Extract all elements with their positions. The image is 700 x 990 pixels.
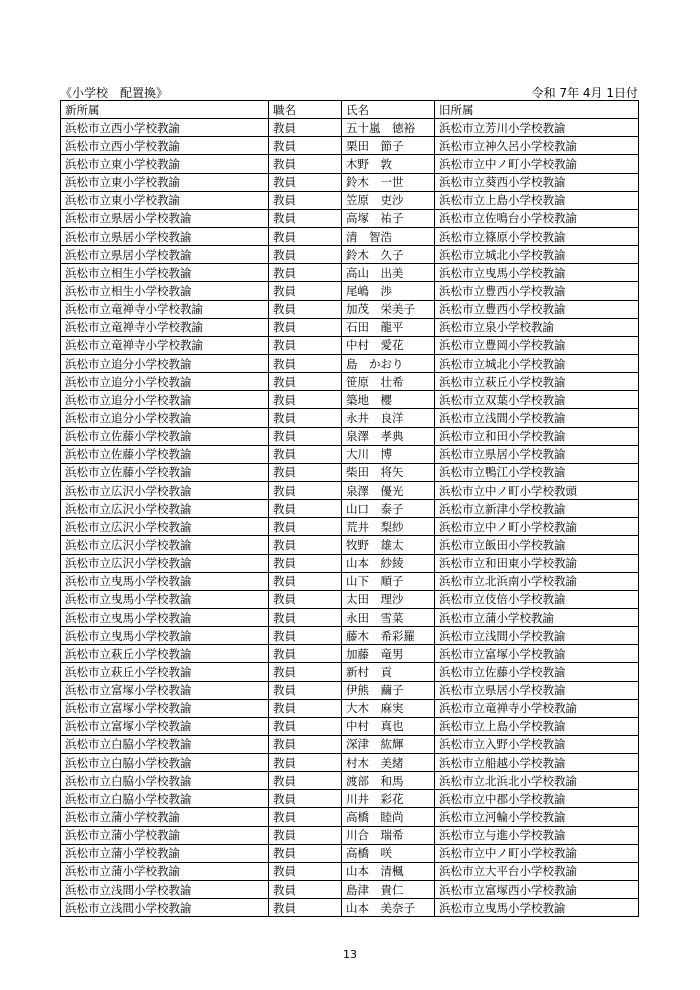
previous-affiliation-cell: 浜松市立上島小学校教諭 — [435, 191, 639, 209]
new-affiliation-cell: 浜松市立相生小学校教諭 — [61, 264, 269, 282]
previous-affiliation-cell: 浜松市立県居小学校教諭 — [435, 681, 639, 699]
table-row — [61, 590, 639, 608]
job-title-cell: 教員 — [269, 137, 342, 155]
table-row — [61, 119, 639, 137]
table-row — [61, 772, 639, 790]
previous-affiliation-cell: 浜松市立新津小学校教諭 — [435, 500, 639, 518]
previous-affiliation-cell: 浜松市立泉小学校教諭 — [435, 318, 639, 336]
table-row — [61, 645, 639, 663]
table-row — [61, 627, 639, 645]
job-title-cell: 教員 — [269, 391, 342, 409]
previous-affiliation-cell: 浜松市立葵西小学校教諭 — [435, 173, 639, 191]
job-title-cell: 教員 — [269, 735, 342, 753]
new-affiliation-cell: 浜松市立追分小学校教諭 — [61, 409, 269, 427]
job-title-cell: 教員 — [269, 681, 342, 699]
job-title-cell: 教員 — [269, 717, 342, 735]
name-cell: 笹原 壮希 — [342, 373, 435, 391]
job-title-cell: 教員 — [269, 246, 342, 264]
name-cell: 石田 龍平 — [342, 318, 435, 336]
job-title-cell: 教員 — [269, 300, 342, 318]
previous-affiliation-cell: 浜松市立飯田小学校教諭 — [435, 536, 639, 554]
name-cell: 高山 出美 — [342, 264, 435, 282]
job-title-cell: 教員 — [269, 264, 342, 282]
job-title-cell: 教員 — [269, 409, 342, 427]
table-row — [61, 282, 639, 300]
table-row — [61, 826, 639, 844]
job-title-cell: 教員 — [269, 536, 342, 554]
table-row — [61, 373, 639, 391]
table-row — [61, 463, 639, 481]
table-row — [61, 336, 639, 354]
name-cell: 島津 貴仁 — [342, 881, 435, 899]
name-cell: 太田 理沙 — [342, 590, 435, 608]
previous-affiliation-cell: 浜松市立与進小学校教諭 — [435, 826, 639, 844]
previous-affiliation-cell: 浜松市立曳馬小学校教諭 — [435, 899, 639, 917]
name-cell: 高塚 祐子 — [342, 209, 435, 227]
new-affiliation-cell: 浜松市立県居小学校教諭 — [61, 227, 269, 245]
new-affiliation-cell: 浜松市立曳馬小学校教諭 — [61, 627, 269, 645]
table-row — [61, 717, 639, 735]
table-body — [61, 119, 639, 917]
previous-affiliation-cell: 浜松市立中ノ町小学校教頭 — [435, 481, 639, 499]
previous-affiliation-cell: 浜松市立鴨江小学校教諭 — [435, 463, 639, 481]
new-affiliation-cell: 浜松市立相生小学校教諭 — [61, 282, 269, 300]
name-cell: 栗田 節子 — [342, 137, 435, 155]
table-row — [61, 445, 639, 463]
table-row — [61, 899, 639, 917]
previous-affiliation-cell: 浜松市立豊西小学校教諭 — [435, 282, 639, 300]
table-row — [61, 481, 639, 499]
new-affiliation-cell: 浜松市立曳馬小学校教諭 — [61, 572, 269, 590]
previous-affiliation-cell: 浜松市立中ノ町小学校教諭 — [435, 155, 639, 173]
previous-affiliation-cell: 浜松市立神久呂小学校教諭 — [435, 137, 639, 155]
job-title-cell: 教員 — [269, 881, 342, 899]
previous-affiliation-cell: 浜松市立曳馬小学校教諭 — [435, 264, 639, 282]
job-title-cell: 教員 — [269, 209, 342, 227]
name-cell: 永井 良洋 — [342, 409, 435, 427]
job-title-cell: 教員 — [269, 608, 342, 626]
name-cell: 川合 瑞希 — [342, 826, 435, 844]
new-affiliation-cell: 浜松市立西小学校教諭 — [61, 137, 269, 155]
job-title-cell: 教員 — [269, 772, 342, 790]
previous-affiliation-cell: 浜松市立篠原小学校教諭 — [435, 227, 639, 245]
previous-affiliation-cell: 浜松市立芳川小学校教諭 — [435, 119, 639, 137]
name-cell: 泉澤 優光 — [342, 481, 435, 499]
previous-affiliation-cell: 浜松市立佐鳴台小学校教諭 — [435, 209, 639, 227]
job-title-cell: 教員 — [269, 373, 342, 391]
new-affiliation-cell: 浜松市立県居小学校教諭 — [61, 209, 269, 227]
previous-affiliation-cell: 浜松市立豊岡小学校教諭 — [435, 336, 639, 354]
previous-affiliation-cell: 浜松市立佐藤小学校教諭 — [435, 663, 639, 681]
previous-affiliation-cell: 浜松市立城北小学校教諭 — [435, 246, 639, 264]
name-cell: 加茂 栄美子 — [342, 300, 435, 318]
previous-affiliation-cell: 浜松市立北浜南小学校教諭 — [435, 572, 639, 590]
job-title-cell: 教員 — [269, 173, 342, 191]
new-affiliation-cell: 浜松市立東小学校教諭 — [61, 191, 269, 209]
table-row — [61, 500, 639, 518]
job-title-cell: 教員 — [269, 826, 342, 844]
column-header-job-title: 職名 — [269, 101, 342, 119]
table-row — [61, 681, 639, 699]
previous-affiliation-cell: 浜松市立富塚西小学校教諭 — [435, 881, 639, 899]
new-affiliation-cell: 浜松市立白脇小学校教諭 — [61, 754, 269, 772]
previous-affiliation-cell: 浜松市立大平台小学校教諭 — [435, 862, 639, 880]
name-cell: 川井 彩花 — [342, 790, 435, 808]
name-cell: 藤木 希彩羅 — [342, 627, 435, 645]
job-title-cell: 教員 — [269, 899, 342, 917]
job-title-cell: 教員 — [269, 336, 342, 354]
table-row — [61, 844, 639, 862]
job-title-cell: 教員 — [269, 572, 342, 590]
name-cell: 荒井 梨紗 — [342, 518, 435, 536]
name-cell: 大木 麻実 — [342, 699, 435, 717]
name-cell: 渡部 和馬 — [342, 772, 435, 790]
new-affiliation-cell: 浜松市立富塚小学校教諭 — [61, 681, 269, 699]
name-cell: 柴田 将矢 — [342, 463, 435, 481]
table-row — [61, 318, 639, 336]
previous-affiliation-cell: 浜松市立浅間小学校教諭 — [435, 409, 639, 427]
new-affiliation-cell: 浜松市立蒲小学校教諭 — [61, 862, 269, 880]
previous-affiliation-cell: 浜松市立城北小学校教諭 — [435, 354, 639, 372]
job-title-cell: 教員 — [269, 227, 342, 245]
previous-affiliation-cell: 浜松市立県居小学校教諭 — [435, 445, 639, 463]
name-cell: 高橋 咲 — [342, 844, 435, 862]
name-cell: 鈴木 久子 — [342, 246, 435, 264]
new-affiliation-cell: 浜松市立蒲小学校教諭 — [61, 844, 269, 862]
table-row — [61, 536, 639, 554]
name-cell: 深津 紘輝 — [342, 735, 435, 753]
new-affiliation-cell: 浜松市立竜禅寺小学校教諭 — [61, 300, 269, 318]
new-affiliation-cell: 浜松市立白脇小学校教諭 — [61, 790, 269, 808]
new-affiliation-cell: 浜松市立蒲小学校教諭 — [61, 826, 269, 844]
new-affiliation-cell: 浜松市立東小学校教諭 — [61, 173, 269, 191]
table-row — [61, 246, 639, 264]
new-affiliation-cell: 浜松市立東小学校教諭 — [61, 155, 269, 173]
job-title-cell: 教員 — [269, 119, 342, 137]
personnel-table — [60, 100, 639, 917]
previous-affiliation-cell: 浜松市立和田小学校教諭 — [435, 427, 639, 445]
new-affiliation-cell: 浜松市立追分小学校教諭 — [61, 391, 269, 409]
name-cell: 牧野 雄太 — [342, 536, 435, 554]
job-title-cell: 教員 — [269, 282, 342, 300]
name-cell: 加藤 竜男 — [342, 645, 435, 663]
table-row — [61, 862, 639, 880]
new-affiliation-cell: 浜松市立白脇小学校教諭 — [61, 772, 269, 790]
new-affiliation-cell: 浜松市立県居小学校教諭 — [61, 246, 269, 264]
job-title-cell: 教員 — [269, 481, 342, 499]
job-title-cell: 教員 — [269, 500, 342, 518]
table-header-row — [61, 101, 639, 119]
table-row — [61, 300, 639, 318]
new-affiliation-cell: 浜松市立曳馬小学校教諭 — [61, 590, 269, 608]
job-title-cell: 教員 — [269, 518, 342, 536]
previous-affiliation-cell: 浜松市立浅間小学校教諭 — [435, 627, 639, 645]
job-title-cell: 教員 — [269, 808, 342, 826]
previous-affiliation-cell: 浜松市立北浜北小学校教諭 — [435, 772, 639, 790]
new-affiliation-cell: 浜松市立富塚小学校教諭 — [61, 717, 269, 735]
previous-affiliation-cell: 浜松市立上島小学校教諭 — [435, 717, 639, 735]
job-title-cell: 教員 — [269, 191, 342, 209]
table-row — [61, 209, 639, 227]
name-cell: 村木 美緒 — [342, 754, 435, 772]
column-header-previous-affiliation: 旧所属 — [435, 101, 639, 119]
new-affiliation-cell: 浜松市立白脇小学校教諭 — [61, 735, 269, 753]
effective-date: 令和 7年 4月 1日付 — [531, 86, 638, 100]
name-cell: 笠原 吏沙 — [342, 191, 435, 209]
name-cell: 島 かおり — [342, 354, 435, 372]
job-title-cell: 教員 — [269, 627, 342, 645]
job-title-cell: 教員 — [269, 590, 342, 608]
job-title-cell: 教員 — [269, 645, 342, 663]
table-row — [61, 808, 639, 826]
new-affiliation-cell: 浜松市立浅間小学校教諭 — [61, 881, 269, 899]
table-row — [61, 409, 639, 427]
new-affiliation-cell: 浜松市立追分小学校教諭 — [61, 373, 269, 391]
page-header — [60, 84, 638, 100]
new-affiliation-cell: 浜松市立曳馬小学校教諭 — [61, 608, 269, 626]
name-cell: 新村 貢 — [342, 663, 435, 681]
new-affiliation-cell: 浜松市立西小学校教諭 — [61, 119, 269, 137]
new-affiliation-cell: 浜松市立富塚小学校教諭 — [61, 699, 269, 717]
table-row — [61, 173, 639, 191]
previous-affiliation-cell: 浜松市立和田東小学校教諭 — [435, 554, 639, 572]
name-cell: 山下 順子 — [342, 572, 435, 590]
previous-affiliation-cell: 浜松市立双葉小学校教諭 — [435, 391, 639, 409]
table-row — [61, 264, 639, 282]
new-affiliation-cell: 浜松市立萩丘小学校教諭 — [61, 663, 269, 681]
name-cell: 中村 愛花 — [342, 336, 435, 354]
previous-affiliation-cell: 浜松市立河輪小学校教諭 — [435, 808, 639, 826]
table-row — [61, 754, 639, 772]
table-row — [61, 554, 639, 572]
new-affiliation-cell: 浜松市立萩丘小学校教諭 — [61, 645, 269, 663]
name-cell: 尾嶋 渉 — [342, 282, 435, 300]
table-row — [61, 663, 639, 681]
job-title-cell: 教員 — [269, 354, 342, 372]
new-affiliation-cell: 浜松市立浅間小学校教諭 — [61, 899, 269, 917]
previous-affiliation-cell: 浜松市立中郡小学校教諭 — [435, 790, 639, 808]
previous-affiliation-cell: 浜松市立萩丘小学校教諭 — [435, 373, 639, 391]
name-cell: 木野 敦 — [342, 155, 435, 173]
new-affiliation-cell: 浜松市立追分小学校教諭 — [61, 354, 269, 372]
new-affiliation-cell: 浜松市立佐藤小学校教諭 — [61, 463, 269, 481]
job-title-cell: 教員 — [269, 754, 342, 772]
job-title-cell: 教員 — [269, 318, 342, 336]
name-cell: 築地 櫻 — [342, 391, 435, 409]
table-row — [61, 155, 639, 173]
name-cell: 高橋 睦尚 — [342, 808, 435, 826]
table-row — [61, 391, 639, 409]
new-affiliation-cell: 浜松市立竜禅寺小学校教諭 — [61, 336, 269, 354]
new-affiliation-cell: 浜松市立広沢小学校教諭 — [61, 536, 269, 554]
previous-affiliation-cell: 浜松市立伎倍小学校教諭 — [435, 590, 639, 608]
name-cell: 清 智浩 — [342, 227, 435, 245]
table-row — [61, 227, 639, 245]
job-title-cell: 教員 — [269, 844, 342, 862]
new-affiliation-cell: 浜松市立広沢小学校教諭 — [61, 554, 269, 572]
job-title-cell: 教員 — [269, 463, 342, 481]
new-affiliation-cell: 浜松市立佐藤小学校教諭 — [61, 445, 269, 463]
column-header-new-affiliation: 新所属 — [61, 101, 269, 119]
name-cell: 山本 美奈子 — [342, 899, 435, 917]
previous-affiliation-cell: 浜松市立中ノ町小学校教諭 — [435, 518, 639, 536]
job-title-cell: 教員 — [269, 790, 342, 808]
name-cell: 中村 真也 — [342, 717, 435, 735]
table-row — [61, 735, 639, 753]
name-cell: 五十嵐 徳裕 — [342, 119, 435, 137]
new-affiliation-cell: 浜松市立広沢小学校教諭 — [61, 481, 269, 499]
new-affiliation-cell: 浜松市立佐藤小学校教諭 — [61, 427, 269, 445]
job-title-cell: 教員 — [269, 699, 342, 717]
previous-affiliation-cell: 浜松市立船越小学校教諭 — [435, 754, 639, 772]
previous-affiliation-cell: 浜松市立竜禅寺小学校教諭 — [435, 699, 639, 717]
table-row — [61, 137, 639, 155]
new-affiliation-cell: 浜松市立蒲小学校教諭 — [61, 808, 269, 826]
table-row — [61, 699, 639, 717]
previous-affiliation-cell: 浜松市立豊西小学校教諭 — [435, 300, 639, 318]
table-row — [61, 881, 639, 899]
table-row — [61, 191, 639, 209]
table-row — [61, 518, 639, 536]
new-affiliation-cell: 浜松市立竜禅寺小学校教諭 — [61, 318, 269, 336]
name-cell: 永田 雪菜 — [342, 608, 435, 626]
job-title-cell: 教員 — [269, 862, 342, 880]
table-row — [61, 572, 639, 590]
previous-affiliation-cell: 浜松市立富塚小学校教諭 — [435, 645, 639, 663]
table-row — [61, 608, 639, 626]
name-cell: 大川 博 — [342, 445, 435, 463]
previous-affiliation-cell: 浜松市立入野小学校教諭 — [435, 735, 639, 753]
job-title-cell: 教員 — [269, 155, 342, 173]
name-cell: 鈴木 一世 — [342, 173, 435, 191]
previous-affiliation-cell: 浜松市立蒲小学校教諭 — [435, 608, 639, 626]
job-title-cell: 教員 — [269, 663, 342, 681]
name-cell: 伊熊 繭子 — [342, 681, 435, 699]
table-row — [61, 790, 639, 808]
job-title-cell: 教員 — [269, 554, 342, 572]
page-number: 13 — [343, 948, 357, 961]
name-cell: 山口 泰子 — [342, 500, 435, 518]
job-title-cell: 教員 — [269, 445, 342, 463]
name-cell: 泉澤 孝典 — [342, 427, 435, 445]
table-row — [61, 427, 639, 445]
document-title: 《小学校 配置換》 — [60, 86, 169, 100]
new-affiliation-cell: 浜松市立広沢小学校教諭 — [61, 518, 269, 536]
previous-affiliation-cell: 浜松市立中ノ町小学校教諭 — [435, 844, 639, 862]
table-row — [61, 354, 639, 372]
name-cell: 山本 紗綾 — [342, 554, 435, 572]
job-title-cell: 教員 — [269, 427, 342, 445]
column-header-name: 氏名 — [342, 101, 435, 119]
name-cell: 山本 清楓 — [342, 862, 435, 880]
new-affiliation-cell: 浜松市立広沢小学校教諭 — [61, 500, 269, 518]
